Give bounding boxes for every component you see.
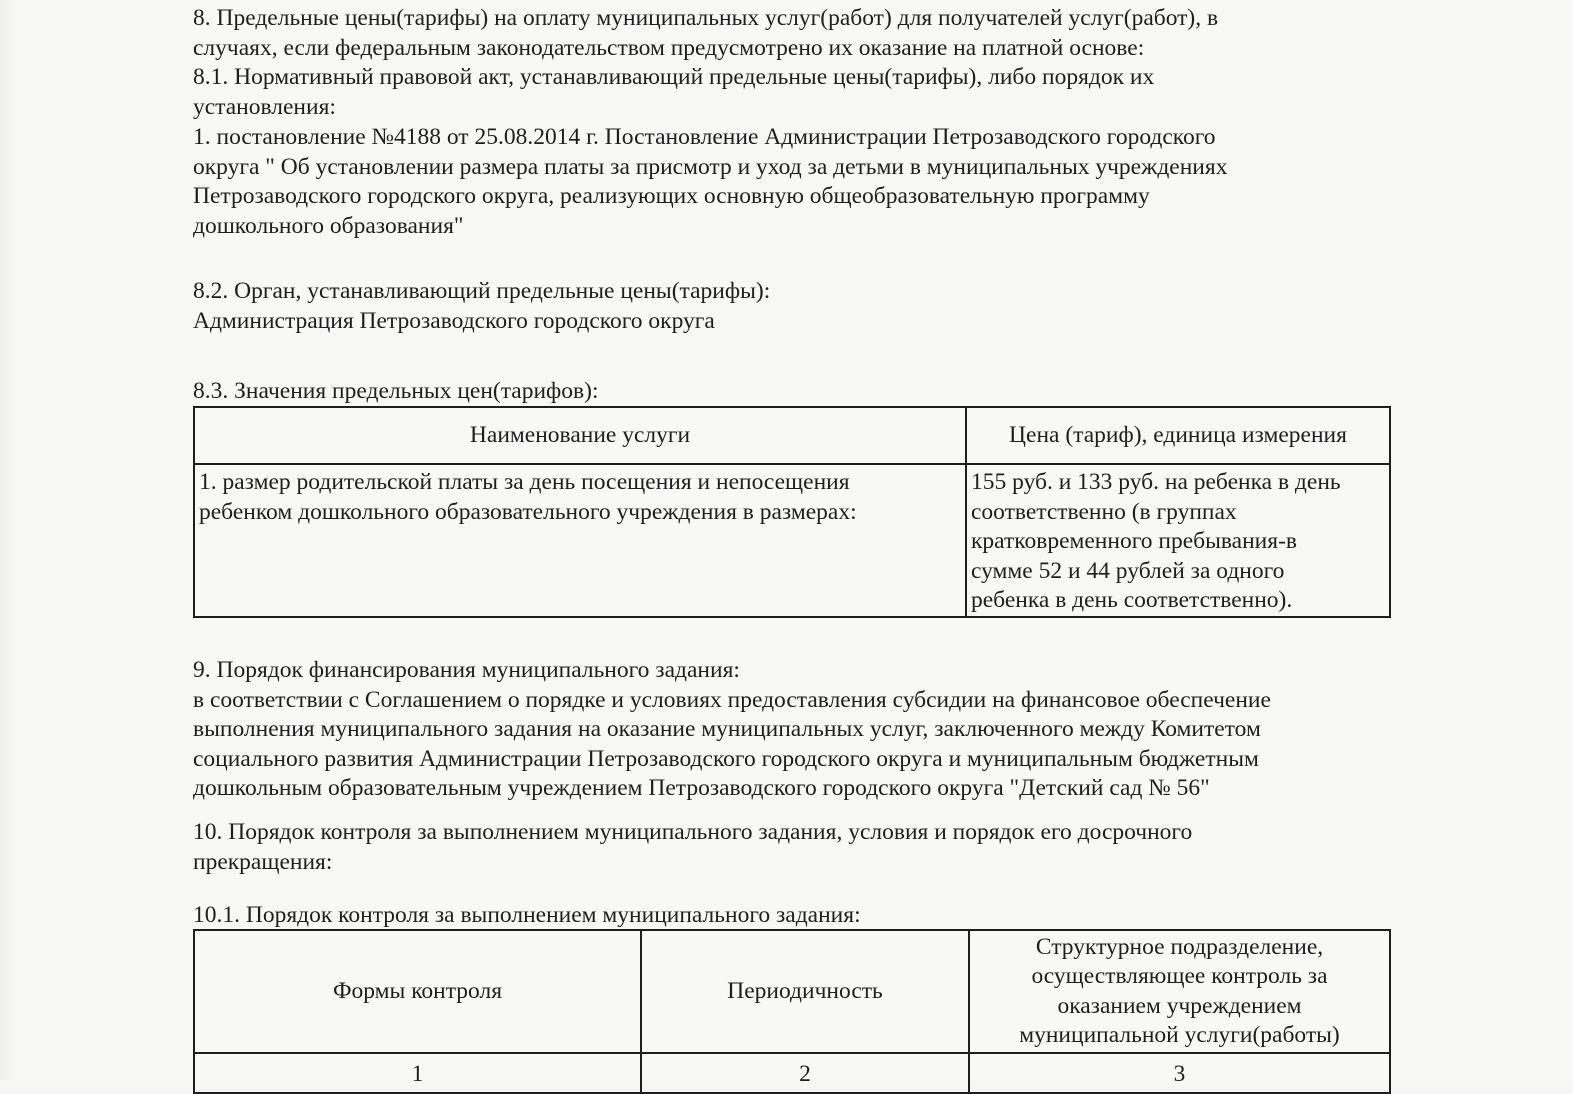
service-cell <box>194 464 966 617</box>
text-line: 9. Порядок финансирования муниципального задания: <box>193 657 740 683</box>
text-line: 8. Предельные цены(тарифы) на оплату муниципальных услуг(работ) для получателей услуг(работ), в <box>193 5 1219 31</box>
legal-act <box>193 123 1227 241</box>
text-line: ребенка в день соответственно). <box>971 587 1293 613</box>
text-line: сумме 52 и 44 рублей за одного <box>971 557 1285 584</box>
section-10-1-label: 10.1. Порядок контроля за выполнением муниципального задания: <box>193 902 861 928</box>
text-line: 1. размер родительской платы за день посещения и непосещения <box>199 469 850 495</box>
text-line: ребенком дошкольного образовательного учреждения в размерах: <box>199 498 857 525</box>
text-line: 1. постановление №4188 от 25.08.2014 г. Постановление Администрации Петрозаводского городского <box>193 124 1216 150</box>
text-line: случаях, если федеральным законодательством предусмотрено их оказание на платной основе: <box>193 34 1145 61</box>
text-line: в соответствии с Соглашением о порядке и условиях предоставления субсидии на финансовое обеспечение <box>193 686 1271 713</box>
section-8-title <box>193 4 1218 122</box>
section-8-2 <box>193 277 770 336</box>
text-line: социального развития Администрации Петрозаводского городского округа и муниципальным бюджетным <box>193 745 1259 772</box>
text-line: выполнения муниципального задания на оказание муниципальных услуг, заключенного между Комитетом <box>193 716 1261 742</box>
text-line: оказанием учреждением <box>1057 992 1302 1019</box>
table-header-row <box>194 930 1390 1053</box>
table-row <box>194 464 1390 617</box>
tariff-table <box>193 406 1391 618</box>
text-line: осуществляющее контроль за <box>1031 963 1328 989</box>
table-header-row <box>194 407 1390 464</box>
header-department <box>969 930 1390 1053</box>
section-10 <box>193 818 1192 877</box>
control-table <box>193 929 1391 1094</box>
text-line: 8.2. Орган, устанавливающий предельные цены(тарифы): <box>193 278 771 304</box>
text-line: 10. Порядок контроля за выполнением муниципального задания, условия и порядок его досрочного <box>193 819 1193 845</box>
text-line: Структурное подразделение, <box>1035 933 1324 960</box>
header-service-name: Наименование услуги <box>194 407 966 464</box>
text-line: соответственно (в группах <box>971 498 1237 525</box>
column-number-3: 3 <box>969 1053 1390 1093</box>
header-price: Цена (тариф), единица измерения <box>966 407 1390 464</box>
text-line: 155 руб. и 133 руб. на ребенка в день <box>971 469 1341 495</box>
text-line: установления: <box>193 93 336 120</box>
text-line: прекращения: <box>193 848 333 875</box>
header-control-forms: Формы контроля <box>194 930 641 1053</box>
text-line: 8.1. Нормативный правовой акт, устанавливающий предельные цены(тарифы), либо порядок их <box>193 64 1155 90</box>
text-line: дошкольного образования" <box>193 212 464 239</box>
column-number-2: 2 <box>641 1053 969 1093</box>
header-periodicity: Периодичность <box>641 930 969 1053</box>
price-cell <box>966 464 1390 617</box>
text-line: Администрация Петрозаводского городского округа <box>193 307 715 334</box>
column-number-1: 1 <box>194 1053 641 1093</box>
section-9 <box>193 656 1271 804</box>
text-line: округа " Об установлении размера платы за присмотр и уход за детьми в муниципальных учреждениях <box>193 153 1228 180</box>
table-row <box>194 1053 1390 1093</box>
text-line: Петрозаводского городского округа, реализующих основную общеобразовательную программу <box>193 183 1150 209</box>
text-line: кратковременного пребывания-в <box>971 528 1297 554</box>
section-8-3-label: 8.3. Значения предельных цен(тарифов): <box>193 378 599 404</box>
text-line: дошкольным образовательным учреждением Петрозаводского городского округа "Детский сад № 56" <box>193 775 1210 801</box>
text-line: муниципальной услуги(работы) <box>1019 1022 1340 1048</box>
